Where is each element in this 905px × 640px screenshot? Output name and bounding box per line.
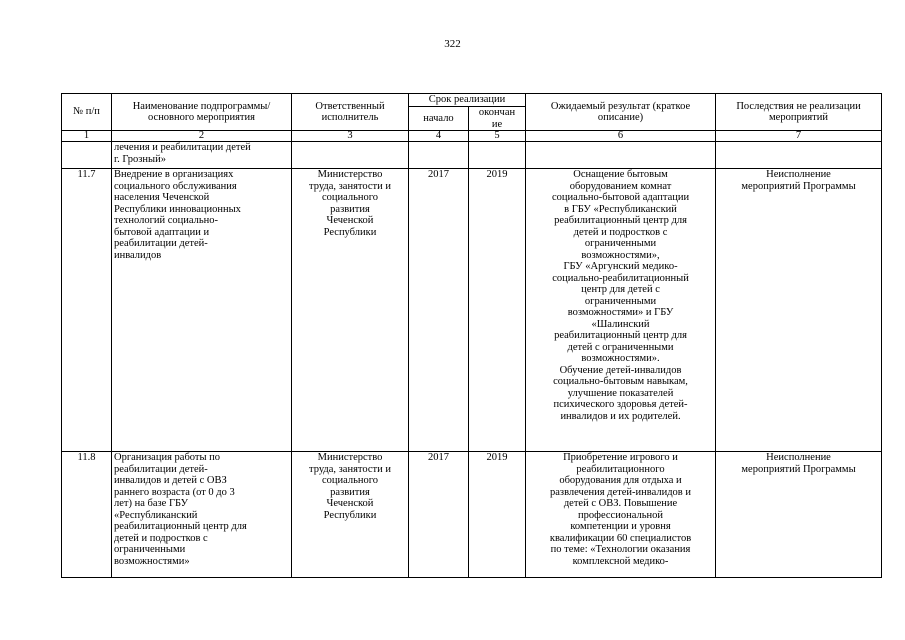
row-start: 2017 [409, 452, 469, 578]
header-start: начало [409, 107, 469, 131]
header-end: окончан ие [469, 107, 526, 131]
header-name: Наименование подпрограммы/ основного мероприятия [112, 94, 292, 131]
row-end: 2019 [469, 169, 526, 452]
header-period: Срок реализации [409, 94, 526, 107]
row-responsible: Министерство труда, занятости и социального развития Чеченской Республики [292, 169, 409, 452]
row-name: лечения и реабилитации детей г. Грозный» [112, 142, 292, 169]
header-responsible: Ответственный исполнитель [292, 94, 409, 131]
row-result: Приобретение игрового и реабилитационного оборудования для отдыха и развлечения детей-инвалидов и детей с ОВЗ. Повышение профессиональной компетенции и уровня квалификации 60 специалистов по теме: «Технологии оказания комплексной медико- [526, 452, 716, 578]
row-responsible [292, 142, 409, 169]
row-num: 11.7 [62, 169, 112, 452]
table-row [62, 169, 882, 452]
program-table [61, 93, 882, 578]
row-start [409, 142, 469, 169]
row-responsible: Министерство труда, занятости и социального развития Чеченской Республики [292, 452, 409, 578]
column-number: 7 [716, 131, 882, 142]
column-number: 3 [292, 131, 409, 142]
row-num: 11.8 [62, 452, 112, 578]
row-result: Оснащение бытовым оборудованием комнат социально-бытовой адаптации в ГБУ «Республиканский реабилитационный центр для детей и подростков с ограниченными возможностями», ГБУ «Аргунский медико- социально-реабилитационный центр для детей с ограниченными возможностями» и ГБУ «Шалинский реабилитационный центр для детей с ограниченными возможностями». Обучение детей-инвалидов социально-бытовым навыкам, улучшение показателей психического здоровья детей- инвалидов и их родителей. [526, 169, 716, 452]
table-row [62, 452, 882, 578]
row-end: 2019 [469, 452, 526, 578]
table-header [62, 94, 882, 131]
page-number: 322 [444, 38, 461, 50]
row-name: Организация работы по реабилитации детей- инвалидов и детей с ОВЗ раннего возраста (от 0 до 3 лет) на базе ГБУ «Республиканский реабилитационный центр для детей и подростков с ограниченными возможностями» [112, 452, 292, 578]
row-consequences: Неисполнение мероприятий Программы [716, 169, 882, 452]
column-number: 1 [62, 131, 112, 142]
header-consequences: Последствия не реализации мероприятий [716, 94, 882, 131]
row-consequences [716, 142, 882, 169]
row-end [469, 142, 526, 169]
header-num: № п/п [62, 94, 112, 131]
row-num [62, 142, 112, 169]
table-row [62, 142, 882, 169]
row-consequences: Неисполнение мероприятий Программы [716, 452, 882, 578]
column-number: 4 [409, 131, 469, 142]
row-name: Внедрение в организациях социального обслуживания населения Чеченской Республики инновационных технологий социально- бытовой адаптации и реабилитации детей- инвалидов [112, 169, 292, 452]
header-result: Ожидаемый результат (краткое описание) [526, 94, 716, 131]
row-start: 2017 [409, 169, 469, 452]
column-number: 5 [469, 131, 526, 142]
column-number: 2 [112, 131, 292, 142]
row-result [526, 142, 716, 169]
column-number-row [62, 131, 882, 142]
column-number: 6 [526, 131, 716, 142]
